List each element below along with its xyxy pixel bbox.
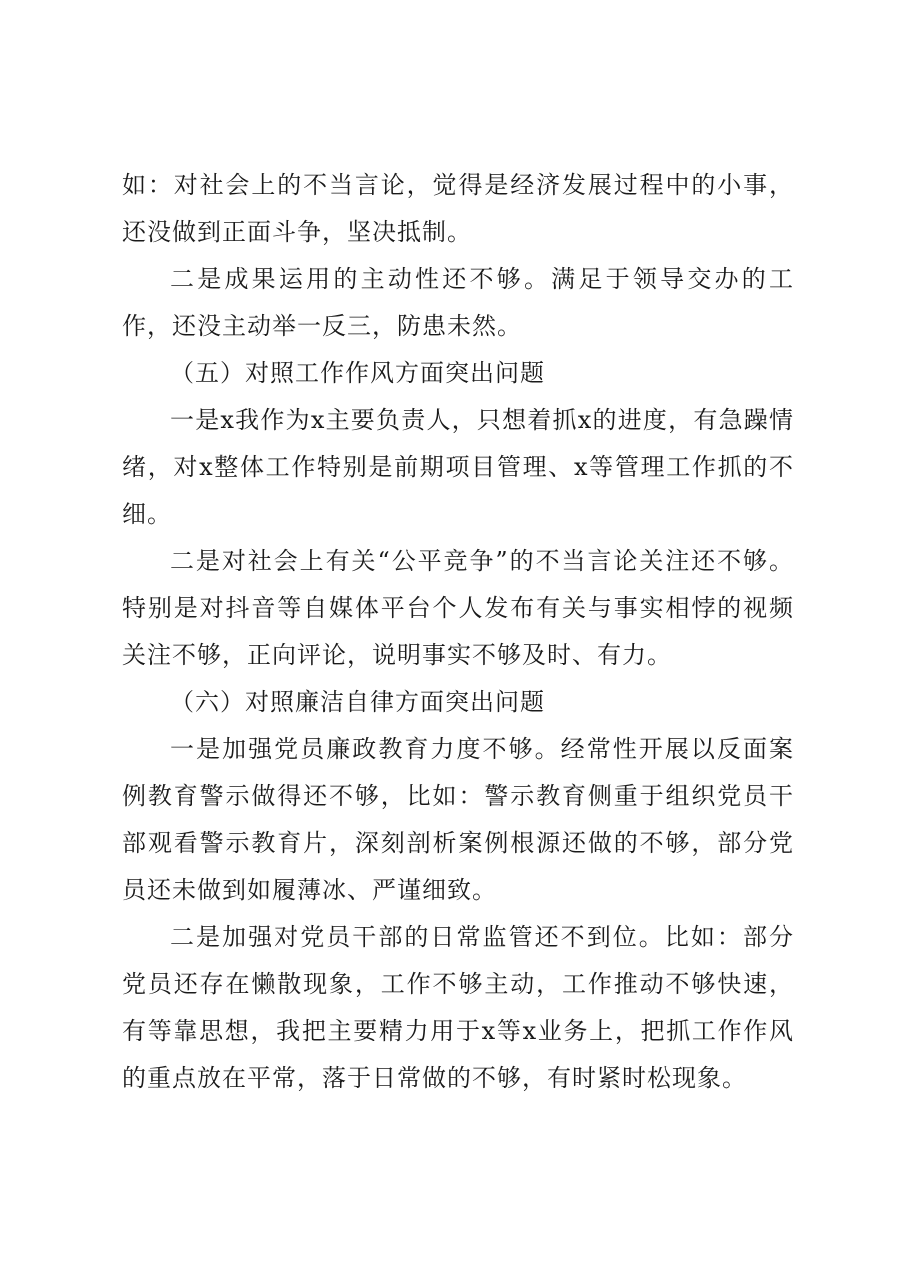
paragraph-item: 一是x我作为x主要负责人，只想着抓x的进度，有急躁情绪，对x整体工作特别是前期项目管理、x等管理工作抓的不细。	[122, 406, 794, 528]
paragraph-item: 二是成果运用的主动性还不够。满足于领导交办的工作，还没主动举一反三，防患未然。	[122, 265, 794, 340]
section-heading-6: （六）对照廉洁自律方面突出问题	[170, 688, 545, 716]
paragraph-item: 二是加强对党员干部的日常监管还不到位。比如：部分党员还存在懒散现象，工作不够主动，工作推动不够快速，有等靠思想，我把主要精力用于x等x业务上，把抓工作作风的重点放在平常，落于日常做的不够，有时紧时松现象。	[122, 923, 794, 1092]
document-body	[122, 162, 794, 1102]
paragraph-item: 二是对社会上有关“公平竞争”的不当言论关注还不够。特别是对抖音等自媒体平台个人发布有关与事实相悖的视频关注不够，正向评论，说明事实不够及时、有力。	[122, 547, 794, 669]
section-heading-5: （五）对照工作作风方面突出问题	[170, 359, 545, 387]
paragraph-continuation: 如：对社会上的不当言论，觉得是经济发展过程中的小事，还没做到正面斗争，坚决抵制。	[122, 171, 794, 246]
paragraph-item: 一是加强党员廉政教育力度不够。经常性开展以反面案例教育警示做得还不够，比如：警示教育侧重于组织党员干部观看警示教育片，深刻剖析案例根源还做的不够，部分党员还未做到如履薄冰、严谨细致。	[122, 735, 794, 904]
